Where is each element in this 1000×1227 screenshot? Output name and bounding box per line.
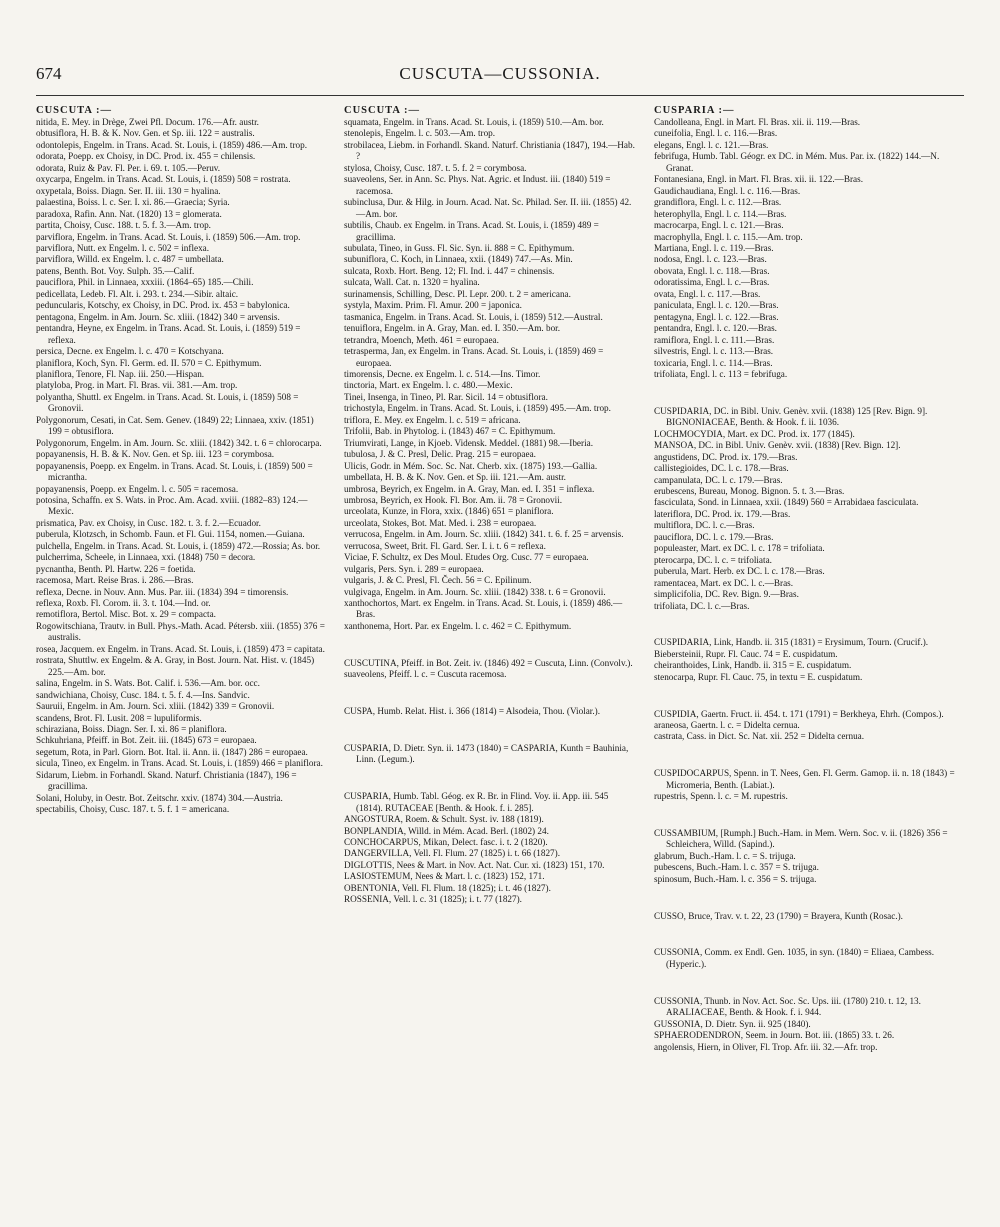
index-entry: CUSSONIA, Comm. ex Endl. Gen. 1035, in syn. (1840) = Eliaea, Cambess. (Hyperic.).: [654, 947, 935, 969]
index-entry: trifoliata, DC. l. c.—Bras.: [654, 600, 750, 611]
index-entry: Martiana, Engl. l. c. 119.—Bras.: [654, 242, 774, 253]
index-entry: xanthochortos, Mart. ex Engelm. in Trans. Acad. St. Louis, i. (1859) 486.—Bras.: [344, 598, 623, 620]
index-entry: sulcata, Wall. Cat. n. 1320 = hyalina.: [344, 277, 480, 288]
index-entry: suaveolens, Ser. in Ann. Sc. Phys. Nat. Agric. et Indust. iii. (1840) 519 = racemosa.: [344, 174, 611, 196]
index-entry: CUSPIDOCARPUS, Spenn. in T. Nees, Gen. Fl. Germ. Gamop. ii. n. 18 (1843) = Micromeria, Benth. (Labiat.).: [654, 768, 955, 790]
index-entry: pulchella, Engelm. in Trans. Acad. St. Louis, i. (1859) 472.—Rossia; As. bor.: [36, 540, 321, 551]
index-entry: oxypetala, Boiss. Diagn. Ser. II. iii. 130 = hyalina.: [36, 185, 221, 196]
continued-genus-heading: CUSPARIA :—: [654, 105, 735, 116]
index-entry: systyla, Maxim. Prim. Fl. Amur. 200 = japonica.: [344, 300, 522, 311]
index-entry: Candolleana, Engl. in Mart. Fl. Bras. xii. ii. 119.—Bras.: [654, 117, 861, 127]
entry-gap: [344, 690, 636, 697]
index-entry: stylosa, Choisy, Cusc. 187. t. 5. f. 2 = corymbosa.: [344, 162, 527, 173]
index-entry: xanthonema, Hort. Par. ex Engelm. l. c. 462 = C. Epithymum.: [344, 620, 572, 631]
index-entry: CUSSAMBIUM, [Rumph.] Buch.-Ham. in Mem. Wern. Soc. v. ii. (1826) 356 = Schleichera, Willd. (Sapind.).: [654, 827, 948, 850]
index-entry: elegans, Engl. l. c. 121.—Bras.: [654, 139, 769, 150]
index-entry: segetum, Rota, in Parl. Giorn. Bot. Ital. ii. Ann. ii. (1847) 286 = europaea.: [36, 746, 308, 757]
index-entry: spectabilis, Choisy, Cusc. 187. t. 5. f. 1 = americana.: [36, 804, 230, 815]
index-entry: puberula, Klotzsch, in Schomb. Faun. et Fl. Gui. 1154, nomen.—Guiana.: [36, 529, 305, 540]
column-2: [344, 104, 636, 1214]
index-entry: multiflora, DC. l. c.—Bras.: [654, 520, 755, 531]
index-entry: Rogowitschiana, Trautv. in Bull. Phys.-Math. Acad. Pétersb. xiii. (1855) 376 = australis.: [36, 620, 325, 643]
index-entry: CUSPA, Humb. Relat. Hist. i. 366 (1814) = Alsodeia, Thou. (Violar.).: [344, 706, 601, 717]
index-entry: palaestina, Boiss. l. c. Ser. I. xi. 86.—Graecia; Syria.: [36, 197, 230, 208]
index-entry: CUSPIDIA, Gaertn. Fruct. ii. 454. t. 171 (1791) = Berkheya, Ehrh. (Compos.).: [654, 708, 944, 719]
index-entry: spinosum, Buch.-Ham. l. c. 356 = S. trijuga.: [654, 873, 817, 884]
index-entry: urceolata, Stokes, Bot. Mat. Med. i. 238 = europaea.: [344, 517, 537, 528]
index-entry: partita, Choisy, Cusc. 188. t. 5. f. 3.—Am. trop.: [36, 220, 211, 231]
index-entry: scandens, Brot. Fl. Lusit. 208 = lupuliformis.: [36, 712, 202, 723]
index-entry: Sauruii, Engelm. in Am. Journ. Sci. xliii. (1842) 339 = Gronovii.: [36, 701, 275, 712]
index-entry: ovata, Engl. l. c. 117.—Bras.: [654, 288, 761, 299]
index-entry: lateriflora, DC. Prod. ix. 179.—Bras.: [654, 508, 791, 519]
index-entry: popayanensis, Poepp. ex Engelm. in Trans. Acad. St. Louis, i. (1859) 500 = micrantha.: [36, 460, 313, 483]
index-entry: OBENTONIA, Vell. Fl. Flum. 18 (1825); i. t. 46 (1827).: [344, 882, 551, 893]
index-entry: vulgaris, Pers. Syn. i. 289 = europaea.: [344, 563, 484, 574]
index-entry: sicula, Tineo, ex Engelm. in Trans. Acad. St. Louis, i. (1859) 466 = planiflora.: [36, 758, 323, 769]
index-entry: vulgaris, J. & C. Presl, Fl. Čech. 56 = C. Epilinum.: [344, 575, 532, 586]
index-entry: macrophylla, Engl. l. c. 115.—Am. trop.: [654, 231, 803, 242]
index-entry: Biebersteinii, Rupr. Fl. Cauc. 74 = E. cuspidatum.: [654, 648, 838, 659]
index-entry: pentagona, Engelm. in Am. Journ. Sc. xliii. (1842) 340 = arvensis.: [36, 311, 280, 322]
index-entry: CONCHOCARPUS, Mikan, Delect. fasc. i. t. 2 (1820).: [344, 836, 548, 847]
index-entry: subulata, Tineo, in Guss. Fl. Sic. Syn. ii. 888 = C. Epithymum.: [344, 242, 575, 253]
index-entry: stenolepis, Engelm. l. c. 503.—Am. trop.: [344, 128, 496, 139]
page-header: [0, 0, 1000, 98]
index-entry: reflexa, Decne. in Nouv. Ann. Mus. Par. iii. (1834) 394 = timorensis.: [36, 586, 289, 597]
index-entry: CUSPIDARIA, Link, Handb. ii. 315 (1831) = Erysimum, Tourn. (Crucif.).: [654, 637, 929, 648]
index-entry: Fontanesiana, Engl. in Mart. Fl. Bras. xii. ii. 122.—Bras.: [654, 174, 863, 185]
index-entry: umbrosa, Beyrich, ex Engelm. in A. Gray, Man. ed. I. 351 = inflexa.: [344, 483, 595, 494]
index-entry: obovata, Engl. l. c. 118.—Bras.: [654, 265, 770, 276]
index-entry: rupestris, Spenn. l. c. = M. rupestris.: [654, 791, 788, 802]
index-entry: ROSSENIA, Vell. l. c. 31 (1825); i. t. 77 (1827).: [344, 894, 522, 905]
index-entry: potosina, Schaffn. ex S. Wats. in Proc. Am. Acad. xviii. (1882–83) 124.—Mexic.: [36, 494, 308, 517]
index-entry: pentagyna, Engl. l. c. 122.—Bras.: [654, 311, 779, 322]
entry-gap: [654, 752, 966, 759]
index-entry: schiraziana, Boiss. Diagn. Ser. I. xi. 86 = planiflora.: [36, 724, 227, 735]
entry-gap: [654, 980, 966, 987]
index-entry: subtilis, Chaub. ex Engelm. in Trans. Acad. St. Louis, i. (1859) 489 = gracillima.: [344, 220, 599, 242]
index-entry: remotiflora, Bertol. Misc. Bot. x. 29 = compacta.: [36, 609, 216, 620]
index-entry: polyantha, Shuttl. ex Engelm. in Trans. Acad. St. Louis, i. (1859) 508 = Gronovii.: [36, 391, 299, 414]
index-entry: macrocarpa, Engl. l. c. 121.—Bras.: [654, 220, 784, 231]
index-entry: Triumvirati, Lange, in Kjoeb. Vidensk. Meddel. (1881) 98.—Iberia.: [344, 437, 593, 448]
index-entry: sulcata, Roxb. Hort. Beng. 12; Fl. Ind. i. 447 = chinensis.: [344, 265, 555, 276]
index-entry: parviflora, Willd. ex Engelm. l. c. 487 = umbellata.: [36, 254, 224, 265]
index-entry: castrata, Cass. in Dict. Sc. Nat. xii. 252 = Didelta cernua.: [654, 731, 865, 742]
index-entry: pulcherrima, Scheele, in Linnaea, xxi. (1848) 750 = decora.: [36, 552, 256, 563]
index-entry: ramiflora, Engl. l. c. 111.—Bras.: [654, 334, 775, 345]
index-entry: fasciculata, Sond. in Linnaea, xxii. (1849) 560 = Arrabidaea fasciculata.: [654, 497, 919, 508]
index-entry: oxycarpa, Engelm. in Trans. Acad. St. Louis, i. (1859) 508 = rostrata.: [36, 174, 291, 185]
page-number: 674: [36, 64, 62, 83]
index-entry: CUSSONIA, Thunb. in Nov. Act. Soc. Sc. Ups. iii. (1780) 210. t. 12, 13. ARALIACEAE, Benth. & Hook. f. i. 944.: [654, 995, 921, 1018]
index-entry: popayanensis, Poepp. ex Engelm. l. c. 505 = racemosa.: [36, 483, 239, 494]
index-entry: pedicellata, Ledeb. Fl. Alt. i. 293. t. 234.—Sibir. altaic.: [36, 288, 239, 299]
column-1: [36, 104, 326, 1214]
index-entry: CUSPIDARIA, DC. in Bibl. Univ. Genèv. xvii. (1838) 125 [Rev. Bign. 9]. BIGNONIACEAE, Benth. & Hook. f. ii. 1036.: [654, 405, 928, 428]
index-entry: squamata, Engelm. in Trans. Acad. St. Louis, i. (1859) 510.—Am. bor.: [344, 117, 604, 127]
index-entry: rosea, Jacquem. ex Engelm. in Trans. Acad. St. Louis, i. (1859) 473 = capitata.: [36, 643, 325, 654]
index-entry: strobilacea, Liebm. in Forhandl. Skand. Naturf. Christiania (1847), 194.—Hab. ?: [344, 139, 635, 162]
index-entry: planiflora, Tenore, Fl. Nap. iii. 250.—Hispan.: [36, 368, 205, 379]
index-entry: verrucosa, Engelm. in Am. Journ. Sc. xliii. (1842) 341. t. 6. f. 25 = arvensis.: [344, 529, 624, 540]
index-entry: Schkuhriana, Pfeiff. in Bot. Zeit. iii. (1845) 673 = europaea.: [36, 735, 257, 746]
index-entry: pubescens, Buch.-Ham. l. c. 357 = S. trijuga.: [654, 862, 819, 873]
index-entry: araneosa, Gaertn. l. c. = Didelta cernua.: [654, 719, 800, 730]
index-entry: DANGERVILLA, Vell. Fl. Flum. 27 (1825) i. t. 66 (1827).: [344, 848, 561, 859]
index-entry: simplicifolia, DC. Rev. Bign. 9.—Bras.: [654, 589, 799, 600]
index-entry: platyloba, Prog. in Mart. Fl. Bras. vii. 381.—Am. trop.: [36, 380, 238, 391]
index-entry: trifoliata, Engl. l. c. 113 = febrifuga.: [654, 368, 788, 379]
index-entry: patens, Benth. Bot. Voy. Sulph. 35.—Calif.: [36, 265, 195, 276]
index-entry: racemosa, Mart. Reise Bras. i. 286.—Bras.: [36, 575, 194, 586]
index-entry: peduncularis, Kotschy, ex Choisy, in DC. Prod. ix. 453 = babylonica.: [36, 300, 290, 311]
index-entry: cheiranthoides, Link, Handb. ii. 315 = E. cuspidatum.: [654, 660, 852, 671]
index-entry: Trifolii, Bab. in Phytolog. i. (1843) 467 = C. Epithymum.: [344, 426, 556, 437]
index-entry: umbellata, H. B. & K. Nov. Gen. et Sp. iii. 121.—Am. austr.: [344, 472, 566, 483]
header-rule: [36, 95, 964, 96]
entry-gap: [654, 894, 966, 901]
index-entry: Solani, Holuby, in Oestr. Bot. Zeitschr. xxiv. (1874) 304.—Austria.: [36, 792, 283, 803]
index-entry: BONPLANDIA, Willd. in Mém. Acad. Berl. (1802) 24.: [344, 825, 549, 836]
column-3: [654, 104, 966, 1214]
index-entry: CUSPARIA, Humb. Tabl. Géog. ex R. Br. in Flind. Voy. ii. App. iii. 545 (1814). RUTACEAE [Benth. & Hook. f. i. 285].: [344, 791, 609, 813]
index-entry: ANGOSTURA, Roem. & Schult. Syst. iv. 188 (1819).: [344, 814, 544, 825]
index-entry: tinctoria, Mart. ex Engelm. l. c. 480.—Mexic.: [344, 380, 513, 391]
index-entry: populeaster, Mart. ex DC. l. c. 178 = trifoliata.: [654, 543, 825, 554]
index-entry: parviflora, Engelm. in Trans. Acad. St. Louis, i. (1859) 506.—Am. trop.: [36, 231, 301, 242]
index-entry: prismatica, Pav. ex Choisy, in Cusc. 182. t. 3. f. 2.—Ecuador.: [36, 517, 261, 528]
index-entry: CUSSO, Bruce, Trav. v. t. 22, 23 (1790) = Brayera, Kunth (Rosac.).: [654, 910, 903, 921]
index-entry: trichostyla, Engelm. in Trans. Acad. St. Louis, i. (1859) 495.—Am. trop.: [344, 403, 611, 414]
continued-genus-heading: CUSCUTA :—: [36, 105, 113, 116]
index-entry: paniculata, Engl. l. c. 120.—Bras.: [654, 300, 779, 311]
index-entry: silvestris, Engl. l. c. 113.—Bras.: [654, 346, 774, 357]
entry-gap: [344, 642, 636, 649]
index-entry: ramentacea, Mart. ex DC. l. c.—Bras.: [654, 577, 794, 588]
index-entry: obtusiflora, H. B. & K. Nov. Gen. et Sp. iii. 122 = australis.: [36, 128, 255, 139]
index-entry: CUSCUTINA, Pfeiff. in Bot. Zeit. iv. (1846) 492 = Cuscuta, Linn. (Convolv.).: [344, 657, 633, 668]
index-entry: glabrum, Buch.-Ham. l. c. = S. trijuga.: [654, 850, 796, 861]
index-entry: sandwichiana, Choisy, Cusc. 184. t. 5. f. 4.—Ins. Sandvic.: [36, 689, 250, 700]
index-entry: odontolepis, Engelm. in Trans. Acad. St. Louis, i. (1859) 486.—Am. trop.: [36, 139, 308, 150]
index-entry: Polygonorum, Engelm. in Am. Journ. Sc. xliii. (1842) 342. t. 6 = chlorocarpa.: [36, 437, 322, 448]
entry-gap: [344, 775, 636, 782]
index-entry: pentandra, Engl. l. c. 120.—Bras.: [654, 323, 777, 334]
index-entry: persica, Decne. ex Engelm. l. c. 470 = Kotschyana.: [36, 346, 224, 357]
index-entry: popayanensis, H. B. & K. Nov. Gen. et Sp. iii. 123 = corymbosa.: [36, 449, 275, 460]
index-entry: tenuiflora, Engelm. in A. Gray, Man. ed. I. 350.—Am. bor.: [344, 323, 561, 334]
index-entry: suaveolens, Pfeiff. l. c. = Cuscuta racemosa.: [344, 669, 507, 680]
index-entry: SPHAERODENDRON, Seem. in Journ. Bot. iii. (1865) 33. t. 26.: [654, 1030, 895, 1041]
index-entry: Tinei, Insenga, in Tineo, Pl. Rar. Sicil. 14 = obtusiflora.: [344, 391, 548, 402]
index-entry: tetrasperma, Jan, ex Engelm. in Trans. Acad. St. Louis, i. (1859) 469 = europaea.: [344, 346, 604, 368]
entry-gap: [654, 621, 966, 628]
entry-gap: [344, 727, 636, 734]
index-entry: LASIOSTEMUM, Nees & Mart. l. c. (1823) 152, 171.: [344, 871, 545, 882]
text-columns: [36, 104, 970, 1214]
index-entry: Polygonorum, Cesati, in Cat. Sem. Genev. (1849) 22; Linnaea, xxiv. (1851) 199 = obtusiflora.: [36, 414, 314, 437]
index-entry: triflora, E. Mey. ex Engelm. l. c. 519 = africana.: [344, 414, 521, 425]
index-entry: febrifuga, Humb. Tabl. Géogr. ex DC. in Mém. Mus. Par. ix. (1822) 144.—N. Granat.: [654, 151, 940, 173]
index-entry: reflexa, Roxb. Fl. Corom. ii. 3. t. 104.—Ind. or.: [36, 598, 211, 609]
index-entry: Viciae, F. Schultz, ex Des Moul. Etudes Org. Cusc. 77 = europaea.: [344, 552, 589, 563]
index-entry: nitida, E. Mey. in Drège, Zwei Pfl. Docum. 176.—Afr. austr.: [36, 117, 259, 127]
index-entry: angolensis, Hiern, in Oliver, Fl. Trop. Afr. iii. 32.—Afr. trop.: [654, 1041, 878, 1052]
index-entry: parviflora, Nutt. ex Engelm. l. c. 502 = inflexa.: [36, 242, 210, 253]
index-entry: callistegioides, DC. l. c. 178.—Bras.: [654, 463, 789, 474]
index-entry: MANSOA, DC. in Bibl. Univ. Genèv. xvii. (1838) [Rev. Bign. 12].: [654, 440, 901, 451]
index-entry: umbrosa, Beyrich, ex Hook. Fl. Bor. Am. ii. 78 = Gronovii.: [344, 494, 563, 505]
entry-gap: [654, 692, 966, 699]
index-entry: odorata, Ruiz & Pav. Fl. Per. i. 69. t. 105.—Peruv.: [36, 162, 221, 173]
index-entry: LOCHMOCYDIA, Mart. ex DC. Prod. ix. 177 (1845).: [654, 428, 855, 439]
index-entry: GUSSONIA, D. Dietr. Syn. ii. 925 (1840).: [654, 1018, 811, 1029]
index-entry: CUSPARIA, D. Dietr. Syn. ii. 1473 (1840) = CASPARIA, Kunth = Bauhinia, Linn. (Legum.).: [344, 742, 629, 765]
index-entry: urceolata, Kunze, in Flora, xxix. (1846) 651 = planiflora.: [344, 506, 554, 517]
index-entry: Sidarum, Liebm. in Forhandl. Skand. Naturf. Christiania (1847), 196 = gracillima.: [36, 769, 297, 792]
index-entry: toxicaria, Engl. l. c. 114.—Bras.: [654, 357, 773, 368]
index-entry: tetrandra, Moench, Meth. 461 = europaea.: [344, 334, 499, 345]
index-entry: vulgivaga, Engelm. in Am. Journ. Sc. xliii. (1842) 338. t. 6 = Gronovii.: [344, 586, 606, 597]
index-entry: rostrata, Shuttlw. ex Engelm. & A. Gray, in Bost. Journ. Nat. Hist. v. (1845) 225.—Am. bor.: [36, 655, 315, 677]
index-entry: DIGLOTTIS, Nees & Mart. in Nov. Act. Nat. Cur. xi. (1823) 151, 170.: [344, 859, 605, 870]
index-entry: angustidens, DC. Prod. ix. 179.—Bras.: [654, 451, 798, 462]
index-entry: puberula, Mart. Herb. ex DC. l. c. 178.—Bras.: [654, 566, 825, 577]
entry-gap: [654, 390, 966, 397]
index-entry: erubescens, Bureau, Monog. Bignon. 5. t. 3.—Bras.: [654, 485, 845, 496]
index-entry: salina, Engelm. in S. Wats. Bot. Calif. i. 536.—Am. bor. occ.: [36, 678, 260, 689]
index-entry: pauciflora, Phil. in Linnaea, xxxiii. (1864–65) 185.—Chili.: [36, 277, 254, 288]
index-entry: heterophylla, Engl. l. c. 114.—Bras.: [654, 208, 787, 219]
index-entry: pentandra, Heyne, ex Engelm. in Trans. Acad. St. Louis, i. (1859) 519 = reflexa.: [36, 323, 301, 345]
index-entry: tubulosa, J. & C. Presl, Delic. Prag. 215 = europaea.: [344, 449, 536, 460]
index-entry: Ulicis, Godr. in Mém. Soc. Sc. Nat. Cherb. xix. (1875) 193.—Gallia.: [344, 460, 598, 471]
entry-gap: [654, 812, 966, 819]
index-entry: paradoxa, Rafin. Ann. Nat. (1820) 13 = glomerata.: [36, 208, 222, 219]
index-entry: cuneifolia, Engl. l. c. 116.—Bras.: [654, 128, 778, 139]
index-entry: pterocarpa, DC. l. c. = trifoliata.: [654, 554, 772, 565]
index-entry: pauciflora, DC. l. c. 179.—Bras.: [654, 531, 774, 542]
index-entry: odoratissima, Engl. l. c.—Bras.: [654, 277, 770, 288]
index-entry: subuniflora, C. Koch, in Linnaea, xxii. (1849) 747.—As. Min.: [344, 254, 573, 265]
index-entry: timorensis, Decne. ex Engelm. l. c. 514.—Ins. Timor.: [344, 368, 541, 379]
index-entry: grandiflora, Engl. l. c. 112.—Bras.: [654, 197, 782, 208]
index-entry: subinclusa, Dur. & Hilg. in Journ. Acad. Nat. Sc. Philad. Ser. II. iii. (1855) 42.—Am. bor.: [344, 197, 632, 219]
running-title: CUSCUTA—CUSSONIA.: [399, 64, 601, 83]
index-entry: pycnantha, Benth. Pl. Hartw. 226 = foetida.: [36, 563, 196, 574]
index-entry: Gaudichaudiana, Engl. l. c. 116.—Bras.: [654, 185, 801, 196]
index-entry: verrucosa, Sweet, Brit. Fl. Gard. Ser. I. i. t. 6 = reflexa.: [344, 540, 546, 551]
index-entry: tasmanica, Engelm. in Trans. Acad. St. Louis, i. (1859) 512.—Austral.: [344, 311, 603, 322]
continued-genus-heading: CUSCUTA :—: [344, 105, 421, 116]
entry-gap: [654, 931, 966, 938]
index-entry: nodosa, Engl. l. c. 123.—Bras.: [654, 254, 767, 265]
index-entry: surinamensis, Schilling, Desc. Pl. Lepr. 200. t. 2 = americana.: [344, 288, 571, 299]
index-entry: stenocarpa, Rupr. Fl. Cauc. 75, in textu = E. cuspidatum.: [654, 671, 863, 682]
index-entry: campanulata, DC. l. c. 179.—Bras.: [654, 474, 783, 485]
index-entry: odorata, Poepp. ex Choisy, in DC. Prod. ix. 455 = chilensis.: [36, 151, 256, 162]
index-entry: planiflora, Koch, Syn. Fl. Germ. ed. II. 570 = C. Epithymum.: [36, 357, 262, 368]
